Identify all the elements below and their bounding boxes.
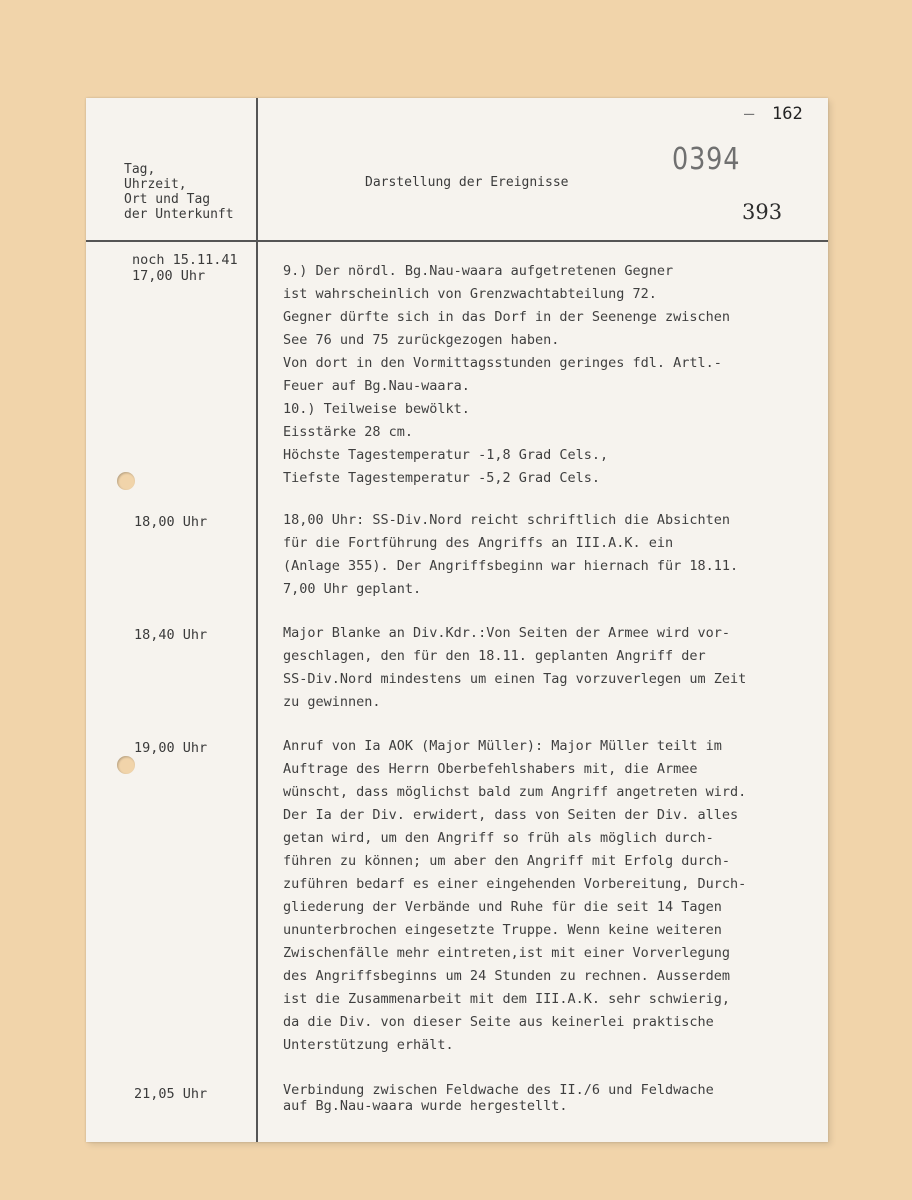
- entry-time: 18,40 Uhr: [134, 627, 208, 643]
- entry-text: 18,00 Uhr: SS-Div.Nord reicht schriftlich die Absichten für die Fortführung des Angriffs an III.A.K. ein (Anlage 355). Der Angriffsbeginn war hiernach für 18.11. 7,00 Uhr geplant.: [283, 512, 739, 597]
- entry-time: noch 15.11.41 17,00 Uhr: [132, 252, 238, 284]
- entry-text: Anruf von Ia AOK (Major Müller): Major Müller teilt im Auftrage des Herrn Oberbefehlshabers mit, die Armee wünscht, dass möglichst bald zum Angriff angetreten wird. Der Ia der Div. erwidert, dass von Seiten der Div. alles getan wird, um den Angriff so früh als möglich durch- führen zu können; um aber den Angriff mit Erfolg durch- zuführen bedarf es einer eingehenden Vorbereitung, Durch- gliederung der Verbände und Ruhe für die seit 14 Tagen ununterbrochen eingesetzte Truppe. Wenn keine weiteren Zwischenfälle mehr eintreten,ist mit einer Vorverlegung des Angriffsbeginns um 24 Stunden zu rechnen. Ausserdem ist die Zusammenarbeit mit dem III.A.K. sehr schwierig, da die Div. von dieser Seite aus keinerlei praktische Unterstützung erhält.: [283, 738, 747, 1053]
- punch-hole-bottom: [117, 756, 135, 774]
- entry-text: Major Blanke an Div.Kdr.:Von Seiten der Armee wird vor- geschlagen, den für den 18.11. geplanten Angriff der SS-Div.Nord mindestens um einen Tag vorzuverlegen um Zeit zu gewinnen.: [283, 625, 747, 710]
- page-mark-dash: –: [744, 104, 755, 124]
- document-page: [86, 98, 828, 1142]
- column-divider: [256, 98, 258, 1142]
- page-number-handwritten: 393: [742, 200, 783, 224]
- entry-time: 18,00 Uhr: [134, 514, 208, 530]
- punch-hole-top: [117, 472, 135, 490]
- stamp-number: 0394: [672, 142, 741, 177]
- header-date-column-label: Tag, Uhrzeit, Ort und Tag der Unterkunft: [124, 162, 234, 222]
- entry-time: 21,05 Uhr: [134, 1086, 208, 1102]
- entry-text: Verbindung zwischen Feldwache des II./6 und Feldwache auf Bg.Nau-waara wurde hergestellt.: [283, 1082, 714, 1114]
- entry-text: 9.) Der nördl. Bg.Nau-waara aufgetretenen Gegner ist wahrscheinlich von Grenzwachtabteilung 72. Gegner dürfte sich in das Dorf in der Seenenge zwischen See 76 und 75 zurückgezogen haben. Von dort in den Vormittagsstunden geringes fdl. Artl.- Feuer auf Bg.Nau-waara. 10.) Teilweise bewölkt. Eisstärke 28 cm. Höchste Tagestemperatur -1,8 Grad Cels., Tiefste Tagestemperatur -5,2 Grad Cels.: [283, 263, 731, 486]
- header-events-column-label: Darstellung der Ereignisse: [365, 175, 569, 190]
- page-number-top: 162: [772, 104, 803, 124]
- entry-time: 19,00 Uhr: [134, 740, 208, 756]
- header-divider: [86, 240, 828, 242]
